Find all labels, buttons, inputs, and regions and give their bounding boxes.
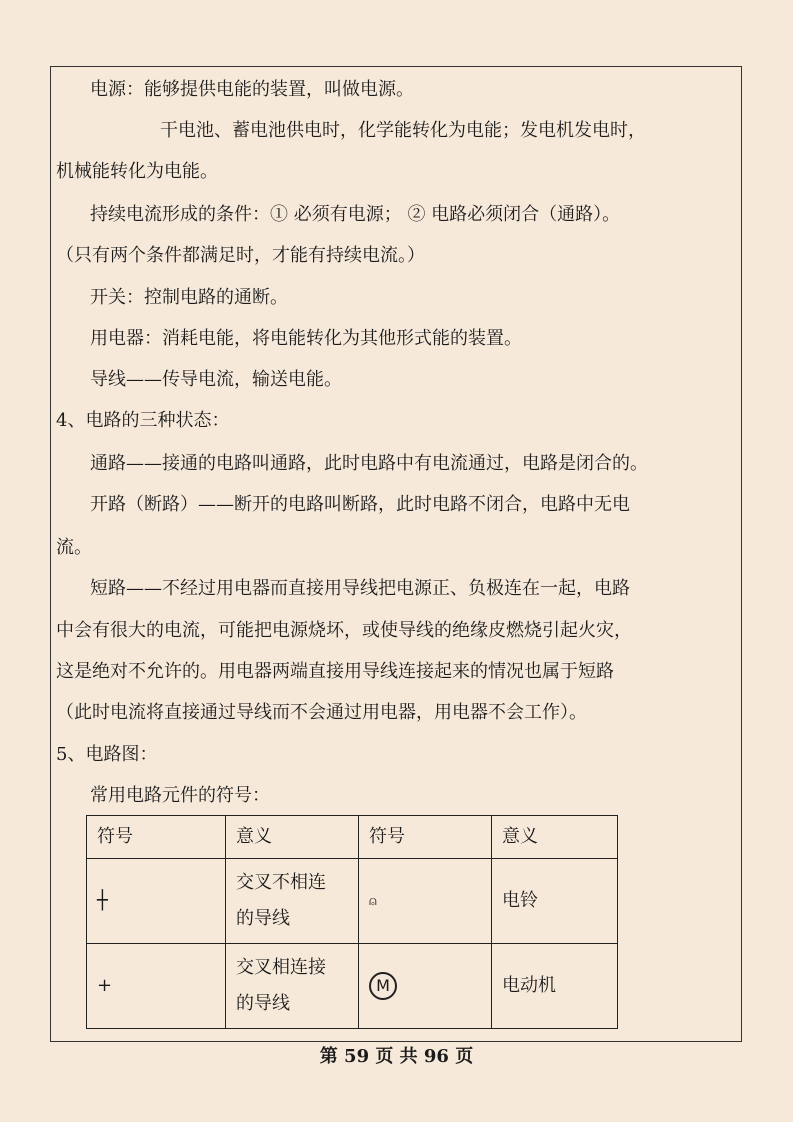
text-line: 导线——传导电流，输送电能。 [90,369,342,390]
text-line: 开路（断路）——断开的电路叫断路，此时电路不闭合，电路中无电 [90,494,630,515]
text-line: 中会有很大的电流，可能把电源烧坏，或使导线的绝缘皮燃烧引起火灾， [56,620,632,641]
meaning-text: 电动机 [492,944,618,1029]
table-cell [359,859,492,944]
section-heading: 5、电路图： [56,744,158,765]
motor-icon: M [369,972,397,1000]
meaning-text: 的导线 [236,993,290,1014]
meaning-text: 的导线 [236,908,290,929]
text-line: 这是绝对不允许的。用电器两端直接用导线连接起来的情况也属于短路 [56,661,614,682]
page-number: 第 59 页 共 96 页 [319,1046,474,1067]
table-header: 符号 [87,816,226,859]
text-line: 电源：能够提供电能的装置，叫做电源。 [90,79,414,100]
meaning-text: 交叉不相连 [236,872,326,893]
crossing-unconnected-symbol: ┼ [87,859,226,944]
table-cell [226,944,359,1029]
crossing-connected-symbol: + [87,944,226,1029]
bell-icon: ⍝ [369,894,377,909]
table-cell [226,859,359,944]
text-line: 干电池、蓄电池供电时，化学能转化为电能；发电机发电时， [160,120,646,141]
table-header: 符号 [359,816,492,859]
table-row [87,944,618,1029]
table-cell [359,944,492,1029]
text-line: 用电器：消耗电能，将电能转化为其他形式能的装置。 [90,328,522,349]
text-line: （只有两个条件都满足时，才能有持续电流。） [56,245,425,266]
text-line: 开关：控制电路的通断。 [90,287,288,308]
text-line: 机械能转化为电能。 [56,161,218,182]
meaning-text: 交叉相连接 [236,957,326,978]
text-line: （此时电流将直接通过导线而不会通过用电器，用电器不会工作）。 [56,702,587,723]
text-line: 常用电路元件的符号： [90,785,270,806]
symbol-table [86,815,618,1029]
meaning-text: 电铃 [492,859,618,944]
table-header-row [87,816,618,859]
table-header: 意义 [492,816,618,859]
text-line: 短路——不经过用电器而直接用导线把电源正、负极连在一起，电路 [90,578,630,599]
table-row [87,859,618,944]
text-line: 持续电流形成的条件：① 必须有电源； ② 电路必须闭合（通路）。 [90,204,621,225]
table-header: 意义 [226,816,359,859]
text-line: 通路——接通的电路叫通路，此时电路中有电流通过，电路是闭合的。 [90,453,648,474]
text-line: 流。 [56,537,92,558]
section-heading: 4、电路的三种状态： [56,410,230,431]
